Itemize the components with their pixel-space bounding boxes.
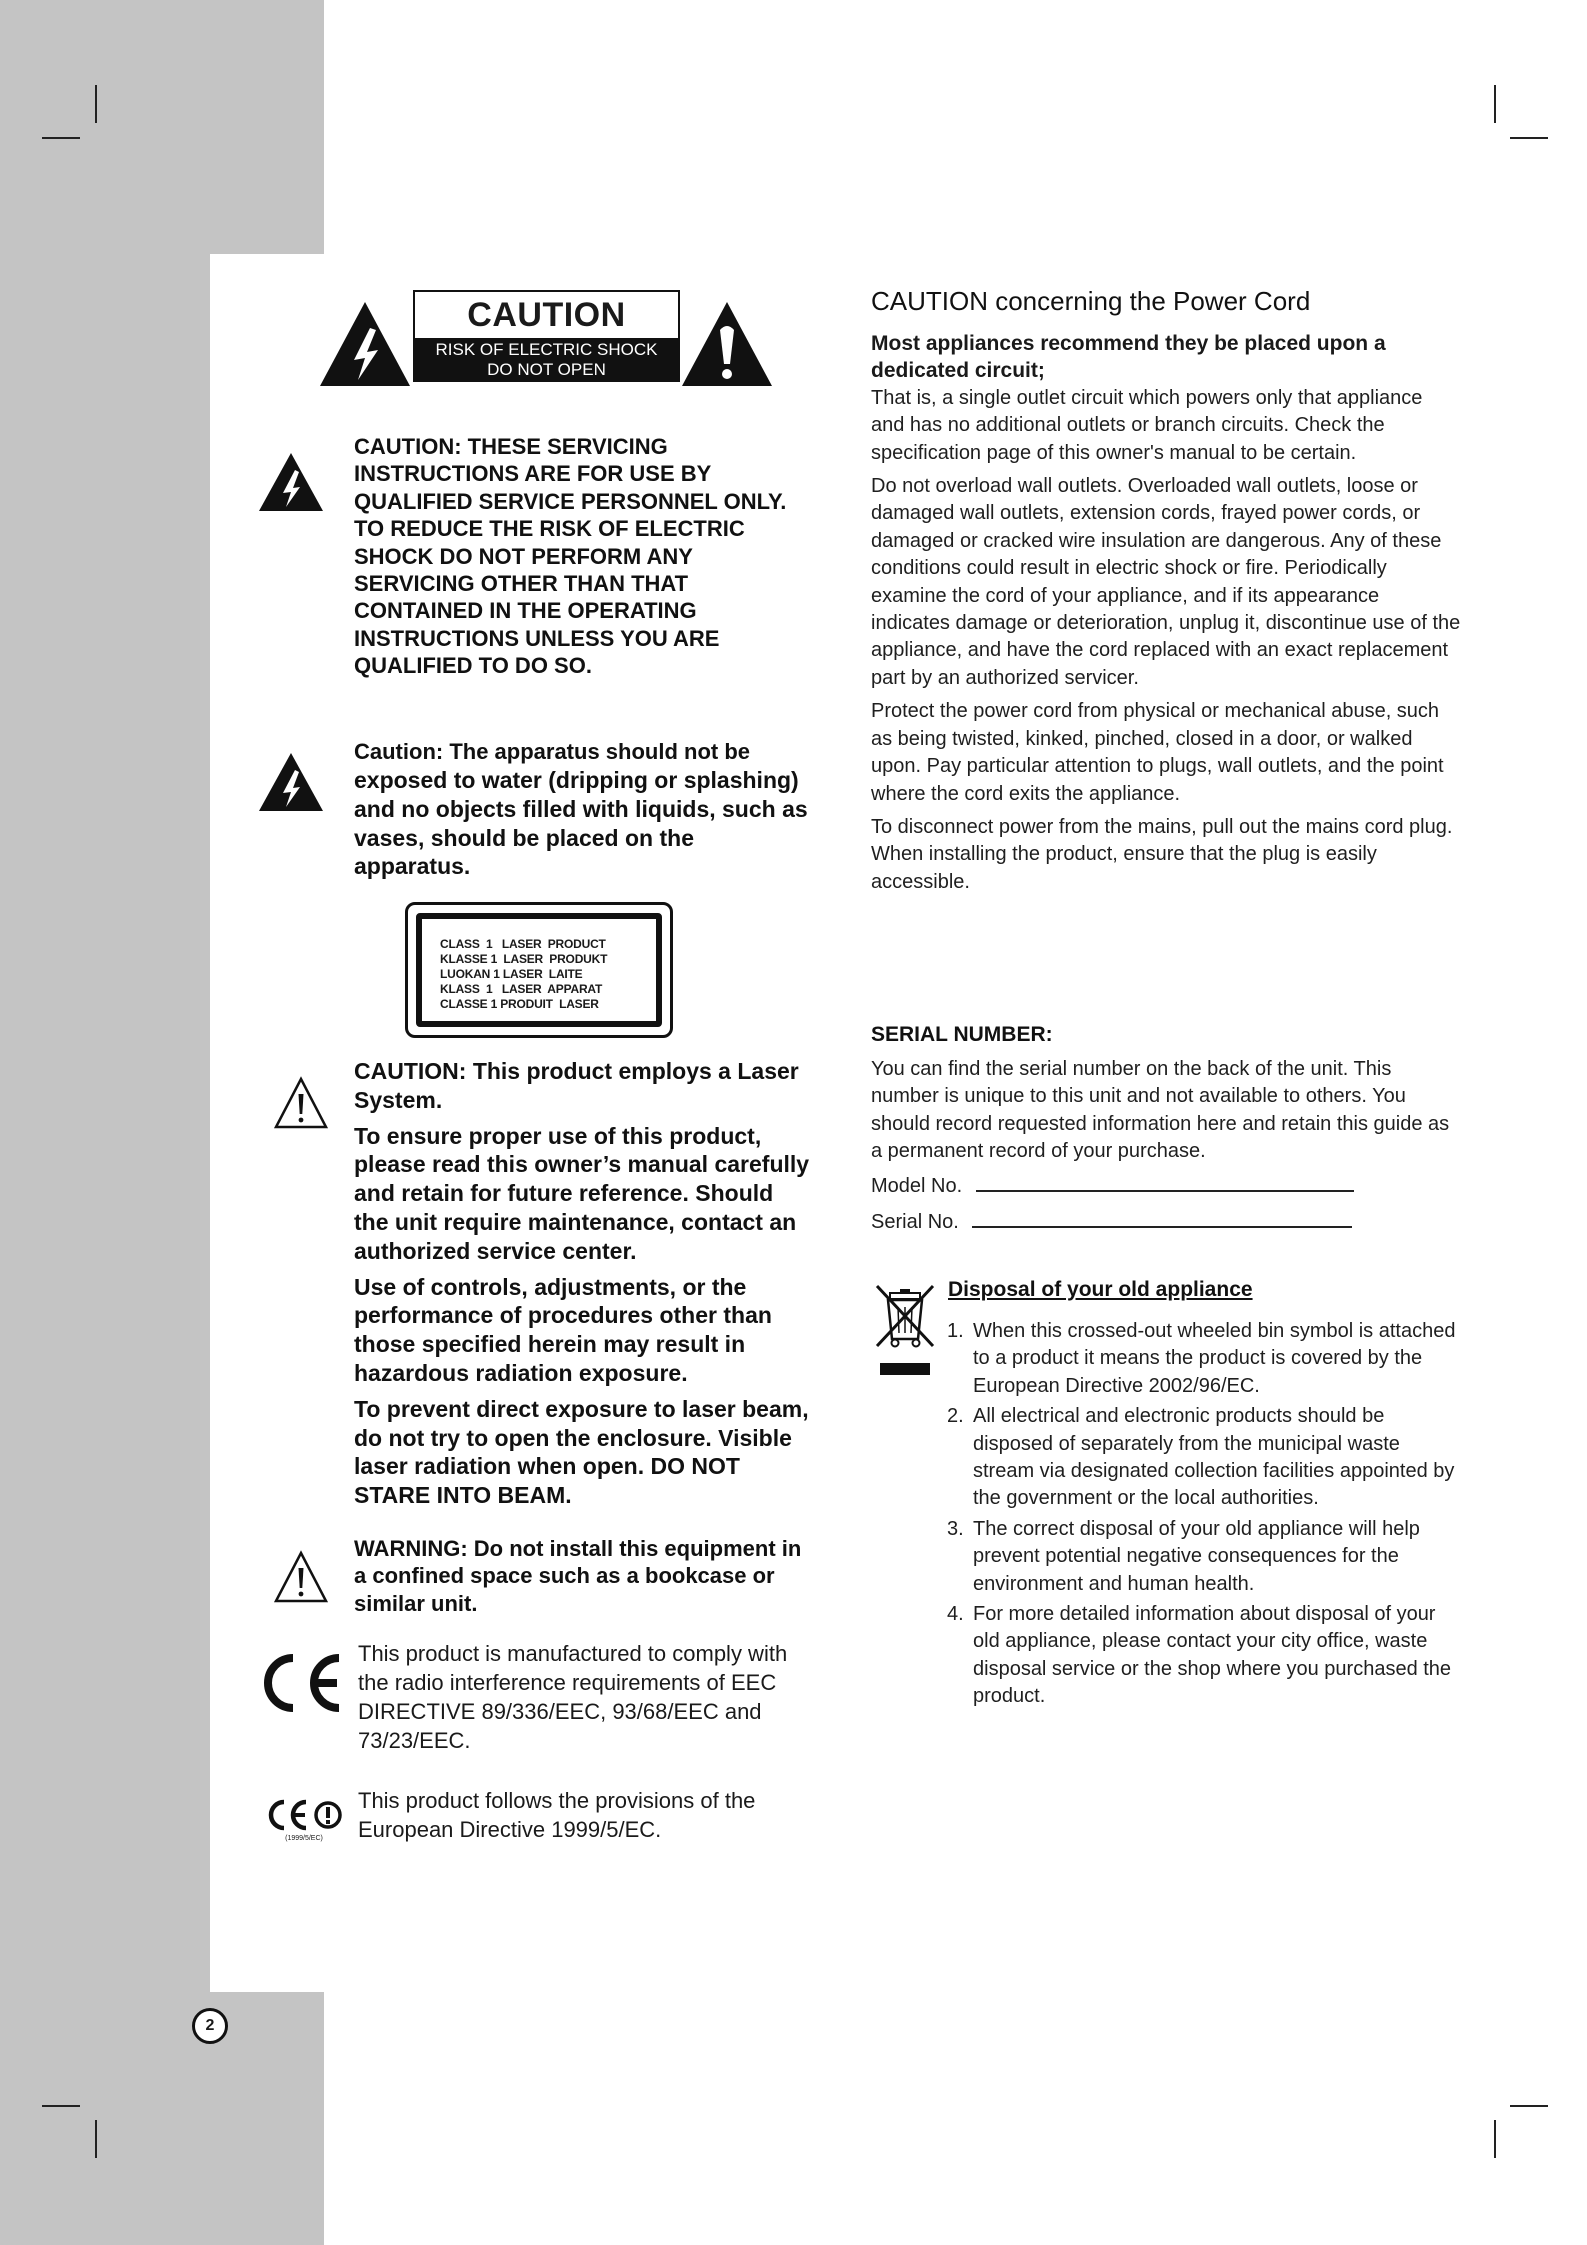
laser-label-line: LUOKAN 1 LASER LAITE: [440, 967, 583, 981]
ce-directive-text: [358, 1786, 848, 1844]
list-item: [947, 1318, 1457, 1400]
item-text: For more detailed information about disposal of your old appliance, please contact your city office, waste disposal service or the shop where you purchased the product.: [973, 1603, 1452, 1708]
model-number-field[interactable]: [976, 1172, 1354, 1192]
disposal-list: [947, 1318, 1457, 1714]
text-line: performance of procedures other than: [354, 1302, 772, 1329]
text-line: This product is manufactured to comply with: [358, 1641, 788, 1666]
text-line: those specified herein may result in: [354, 1331, 746, 1358]
crop-mark: [1494, 85, 1496, 123]
text-line: similar unit.: [354, 1590, 478, 1616]
caution-sub-line: DO NOT OPEN: [487, 360, 606, 379]
laser-paragraph: [354, 1395, 844, 1510]
warning-text: [354, 1535, 844, 1617]
text-line: To prevent direct exposure to laser beam,: [354, 1395, 809, 1422]
laser-paragraph: [354, 1057, 844, 1115]
laser-paragraph: [354, 1273, 844, 1388]
text-line: QUALIFIED SERVICE PERSONNEL ONLY.: [354, 488, 787, 514]
text-line: the radio interference requirements of EEC: [358, 1670, 777, 1695]
text-line: TO REDUCE THE RISK OF ELECTRIC: [354, 516, 745, 542]
paragraph: Protect the power cord from physical or mechanical abuse, such as being twisted, kinked, pinched, closed in a door, or walked upon. Pay particular attention to plugs, wall outlets, and the point where the cord exits the appliance.: [871, 700, 1444, 805]
paragraph: That is, a single outlet circuit which powers only that appliance and has no additional outlets or branch circuits. Check the specification page of this owner's manual to be certain.: [871, 386, 1423, 464]
text-line: Caution: The apparatus should not be: [354, 739, 750, 764]
text-line: SERVICING OTHER THAN THAT: [354, 571, 689, 597]
text-line: authorized service center.: [354, 1237, 637, 1264]
item-text: When this crossed-out wheeled bin symbol is attached to a product it means the product is covered by the European Directive 2002/96/EC.: [973, 1320, 1456, 1397]
text-line: CAUTION: THESE SERVICING: [354, 434, 668, 459]
text-line: and retain for future reference. Should: [354, 1180, 774, 1207]
water-caution-text: [354, 737, 844, 881]
laser-label-line: KLASS 1 LASER APPARAT: [440, 982, 603, 996]
list-item: [947, 1601, 1457, 1711]
crop-mark: [1510, 2105, 1548, 2107]
text-line: Use of controls, adjustments, or the: [354, 1273, 747, 1300]
item-text: The correct disposal of your old appliance will help prevent potential negative consequences for the environment and human health.: [973, 1517, 1420, 1595]
power-cord-section: [871, 330, 1461, 902]
serial-number-heading: SERIAL NUMBER:: [871, 1023, 1053, 1046]
text-line: a confined space such as a bookcase or: [354, 1563, 775, 1589]
caution-label: [413, 290, 680, 386]
crop-mark: [42, 137, 80, 139]
text-line: please read this owner’s manual carefully: [354, 1151, 810, 1178]
laser-label-line: CLASS 1 LASER PRODUCT: [440, 937, 606, 951]
text-line: exposed to water (dripping or splashing): [354, 767, 799, 793]
laser-label-line: KLASSE 1 LASER PRODUKT: [440, 952, 608, 966]
item-number: 3.: [947, 1517, 964, 1540]
laser-label-line: CLASSE 1 PRODUIT LASER: [440, 997, 599, 1011]
text-line: laser radiation when open. DO NOT: [354, 1453, 740, 1480]
disposal-heading: Disposal of your old appliance: [948, 1278, 1253, 1301]
list-item: [947, 1403, 1457, 1513]
caution-sub-line: RISK OF ELECTRIC SHOCK: [435, 340, 658, 359]
text-line: vases, should be placed on the: [354, 824, 694, 851]
crop-mark: [95, 2120, 97, 2158]
text-line: apparatus.: [354, 853, 471, 880]
crop-mark: [42, 2105, 80, 2107]
exclamation-triangle-icon: [680, 300, 774, 388]
text-line: CONTAINED IN THE OPERATING: [354, 598, 697, 624]
caution-subtitle: [413, 338, 680, 382]
crop-mark: [95, 85, 97, 123]
list-item: [947, 1516, 1457, 1598]
text-line: WARNING: Do not install this equipment in: [354, 1536, 802, 1561]
item-number: 1.: [947, 1320, 964, 1342]
model-number-row: [871, 1172, 1391, 1200]
page-title: CAUTION concerning the Power Cord: [871, 286, 1311, 316]
laser-paragraph: [354, 1122, 844, 1266]
ce-compliance-text: [358, 1639, 848, 1755]
item-text: All electrical and electronic products should be disposed of separately from the municipal waste stream via designated collection facilities appointed by the government or the local authorities.: [973, 1405, 1455, 1510]
lightning-triangle-icon: [258, 752, 324, 812]
warning-triangle-icon: [273, 1076, 329, 1130]
serial-number-row: [871, 1208, 1391, 1236]
text-line: QUALIFIED TO DO SO.: [354, 653, 592, 679]
text-line: System.: [354, 1086, 443, 1113]
lightning-triangle-icon: [318, 300, 412, 388]
laser-label-inner: [416, 913, 662, 1027]
crop-mark: [1510, 137, 1548, 139]
lightning-triangle-icon: [258, 452, 324, 512]
item-number: 2.: [947, 1405, 964, 1428]
paragraph: Do not overload wall outlets. Overloaded wall outlets, loose or damaged wall outlets, extension cords, frayed power cords, or damaged or cracked wire insulation are dangerous. Any of these conditions could result in electric shock or fire. Periodically examine the cord of your appliance, and if its appearance indicates damage or deterioration, unplug it, discontinue use of the appliance, and have the cord replaced with an exact replacement part by an authorized servicer.: [871, 475, 1461, 689]
text-line: CAUTION: This product employs a Laser: [354, 1058, 799, 1084]
text-line: 73/23/EEC.: [358, 1728, 471, 1753]
disposal-items: [947, 1318, 1457, 1711]
ce-mark-icon: [255, 1650, 347, 1716]
serial-number-field[interactable]: [972, 1208, 1352, 1228]
serial-number-label: Serial No.: [871, 1211, 959, 1233]
crop-mark: [1494, 2120, 1496, 2158]
text-line: DIRECTIVE 89/336/EEC, 93/68/EEC and: [358, 1699, 762, 1724]
text-line: This product follows the provisions of the: [358, 1788, 756, 1813]
servicing-caution-text: [354, 433, 834, 680]
serial-number-text: You can find the serial number on the back of the unit. This number is unique to this unit and not available to others. You should record requested information here and retain this guide as a permanent record of your purchase.: [871, 1058, 1450, 1163]
text-line: hazardous radiation exposure.: [354, 1359, 688, 1386]
text-line: do not try to open the enclosure. Visible: [354, 1424, 792, 1451]
text-line: To ensure proper use of this product,: [354, 1122, 762, 1149]
lead-text: Most appliances recommend they be placed upon a dedicated circuit;: [871, 332, 1386, 383]
text-line: and no objects filled with liquids, such as: [354, 795, 808, 822]
paragraph: To disconnect power from the mains, pull out the mains cord plug. When installing the product, ensure that the plug is easily accessible.: [871, 815, 1453, 893]
crossed-bin-icon: [872, 1283, 938, 1379]
laser-caution-text: [354, 1057, 844, 1517]
model-number-label: Model No.: [871, 1175, 963, 1197]
warning-triangle-icon: [273, 1550, 329, 1604]
page-number: 2: [192, 2008, 228, 2044]
laser-product-label: [405, 902, 673, 1038]
text-line: SHOCK DO NOT PERFORM ANY: [354, 543, 693, 569]
text-line: European Directive 1999/5/EC.: [358, 1817, 662, 1842]
item-number: 4.: [947, 1603, 964, 1626]
text-line: the unit require maintenance, contact an: [354, 1208, 797, 1235]
ce2-small-text: (1999/5/EC): [285, 1835, 323, 1842]
text-line: STARE INTO BEAM.: [354, 1482, 572, 1509]
text-line: INSTRUCTIONS UNLESS YOU ARE: [354, 625, 720, 651]
text-line: INSTRUCTIONS ARE FOR USE BY: [354, 461, 712, 487]
caution-title: CAUTION: [413, 290, 680, 340]
